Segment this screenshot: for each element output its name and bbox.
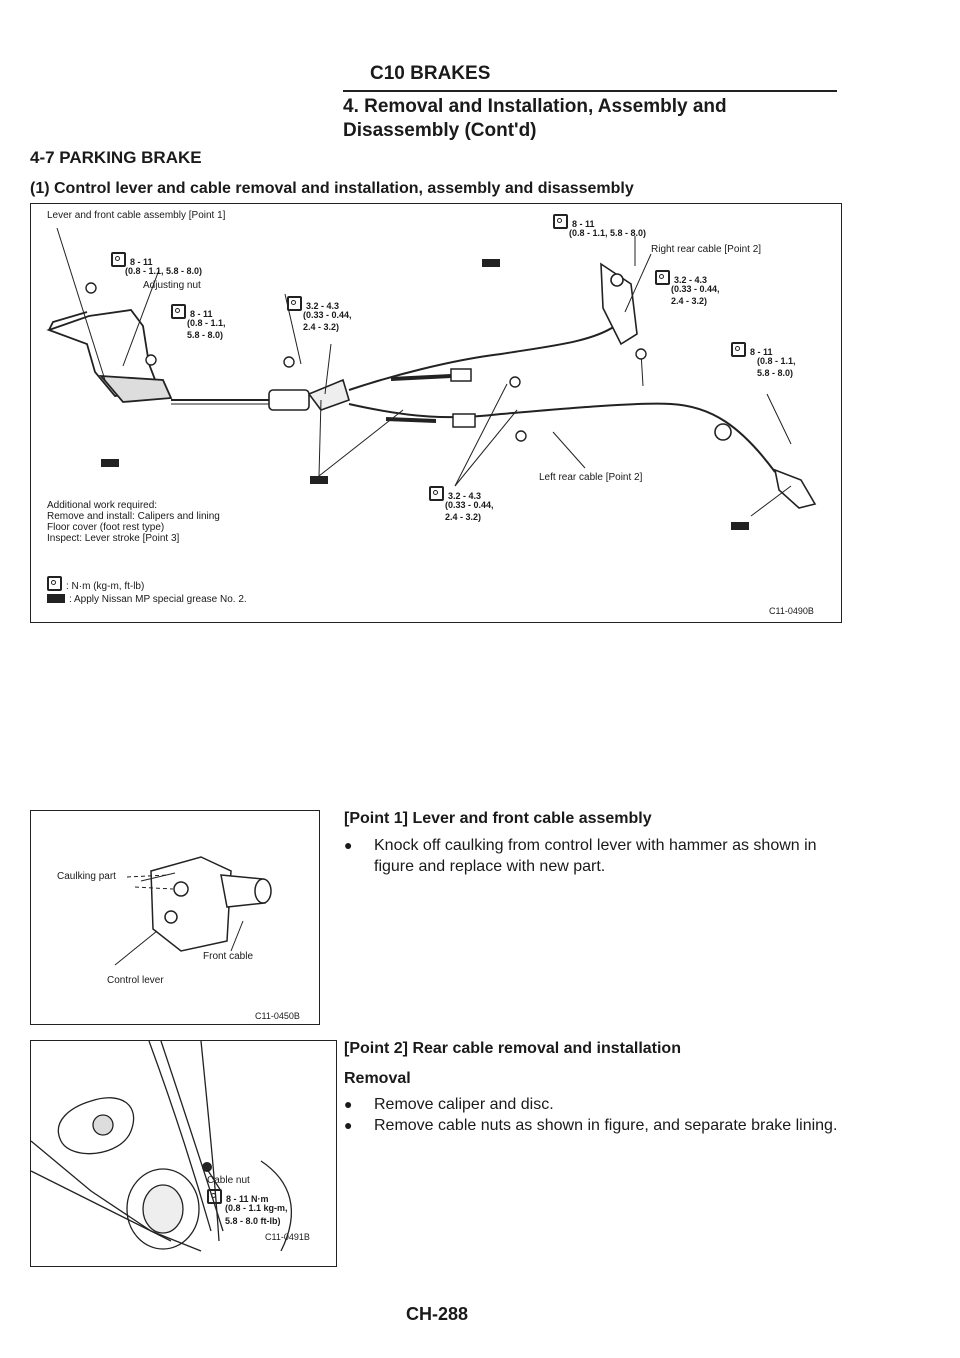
torque-spec: 3.2 - 4.3: [306, 301, 340, 311]
torque-spec: (0.8 - 1.1, 5.8 - 8.0): [569, 228, 647, 238]
control-lever-label: Control lever: [107, 975, 164, 986]
section-title-line2: Disassembly (Cont'd): [343, 120, 537, 141]
torque-spec: (0.8 - 1.1,: [187, 318, 226, 328]
torque-icon: [171, 304, 186, 319]
torque-icon: [731, 342, 746, 357]
caulking-part-label: Caulking part: [57, 871, 116, 882]
procedure-title: (1) Control lever and cable removal and installation, assembly and disassembly: [30, 180, 634, 197]
torque-spec: (0.33 - 0.44,: [445, 500, 494, 510]
torque-spec: 8 - 11 N·m: [226, 1194, 269, 1204]
legend-grease: : Apply Nissan MP special grease No. 2.: [47, 594, 247, 605]
right-cable-label: Right rear cable [Point 2]: [651, 244, 762, 255]
front-cable-label: Front cable: [203, 951, 254, 962]
torque-spec: (0.8 - 1.1 kg-m,: [225, 1203, 288, 1213]
page-number: CH-288: [406, 1304, 469, 1324]
grease-mark: [310, 476, 328, 484]
torque-spec: 5.8 - 8.0): [757, 368, 794, 378]
torque-spec: 8 - 11: [190, 309, 213, 319]
bullet-icon: ●: [344, 1117, 353, 1133]
torque-icon: [429, 486, 444, 501]
lever-assembly-label: Lever and front cable assembly [Point 1]: [47, 210, 226, 221]
point2-title: [Point 2] Rear cable removal and installation: [344, 1040, 681, 1057]
torque-spec: 3.2 - 4.3: [674, 275, 708, 285]
adjusting-nut-label: Adjusting nut: [143, 280, 201, 291]
torque-spec: (0.8 - 1.1,: [757, 356, 796, 366]
torque-icon: [207, 1189, 222, 1204]
additional-work-note: Additional work required: Remove and install: Calipers and lining Floor cover (foot rest type) Inspect: Lever stroke [Point 3]: [47, 500, 220, 544]
left-cable-label: Left rear cable [Point 2]: [539, 472, 643, 483]
main-figure: [30, 203, 842, 623]
grease-mark: [731, 522, 749, 530]
grease-mark: [482, 259, 500, 267]
grease-icon: [47, 594, 65, 603]
torque-spec: 5.8 - 8.0): [187, 330, 224, 340]
torque-icon: [111, 252, 126, 267]
torque-spec: 2.4 - 3.2): [303, 322, 340, 332]
point1-title: [Point 1] Lever and front cable assembly: [344, 810, 652, 827]
point2-bullet1: ● Remove caliper and disc.: [344, 1096, 554, 1113]
section-title-line1: 4. Removal and Installation, Assembly and: [343, 96, 727, 117]
bullet-icon: ●: [344, 837, 353, 853]
subsection-title: 4-7 PARKING BRAKE: [30, 148, 202, 167]
torque-spec: 3.2 - 4.3: [448, 491, 482, 501]
figure-code: C11-0491B: [265, 1232, 310, 1242]
torque-spec: 2.4 - 3.2): [671, 296, 708, 306]
cable-nut-label: Cable nut: [207, 1175, 250, 1186]
torque-spec: (0.33 - 0.44,: [303, 310, 352, 320]
torque-spec: (0.8 - 1.1, 5.8 - 8.0): [125, 266, 203, 276]
torque-spec: 8 - 11: [750, 347, 773, 357]
cable-nut-figure: [30, 1040, 337, 1267]
figure-code: C11-0490B: [769, 606, 814, 616]
figure-code: C11-0450B: [255, 1011, 300, 1021]
grease-mark: [101, 459, 119, 467]
legend-torque: : N·m (kg-m, ft-lb): [47, 576, 144, 592]
bullet-icon: ●: [344, 1096, 353, 1112]
torque-icon: [287, 296, 302, 311]
point1-bullet: ● Knock off caulking from control lever with hammer as shown in figure and replace with new part.: [344, 837, 817, 875]
torque-spec: 8 - 11: [130, 257, 153, 267]
torque-spec: 2.4 - 3.2): [445, 512, 482, 522]
caulking-drawing: [31, 811, 319, 1024]
removal-heading: Removal: [344, 1070, 411, 1087]
torque-icon: [47, 576, 62, 591]
header-rule: [343, 90, 837, 92]
torque-spec: 5.8 - 8.0 ft-lb): [225, 1216, 281, 1226]
point2-bullet2: ● Remove cable nuts as shown in figure, and separate brake lining.: [344, 1117, 838, 1134]
torque-spec: (0.33 - 0.44,: [671, 284, 720, 294]
caulking-figure: [30, 810, 320, 1025]
torque-spec: 8 - 11: [572, 219, 595, 229]
torque-icon: [553, 214, 568, 229]
chapter-title: C10 BRAKES: [370, 63, 491, 84]
torque-icon: [655, 270, 670, 285]
